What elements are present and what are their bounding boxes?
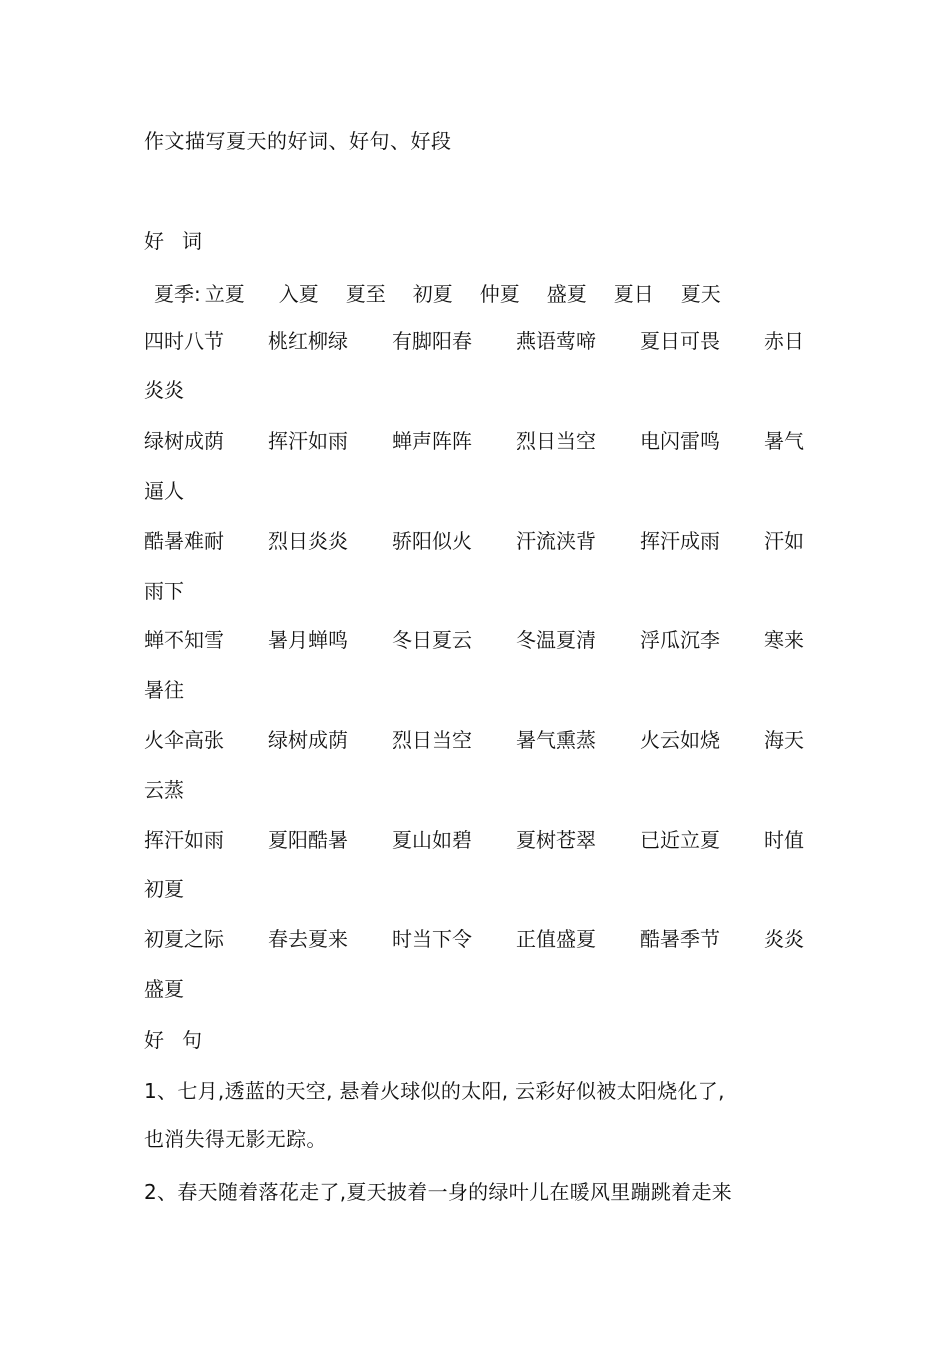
season-word: 夏至	[345, 282, 386, 306]
idiom: 夏日可畏	[640, 329, 720, 353]
idiom: 春去夏来	[268, 927, 348, 951]
idiom: 冬日夏云	[392, 628, 472, 652]
heading-char: 好	[144, 229, 164, 253]
season-word: 立夏	[204, 282, 245, 306]
idiom-continuation: 暑往	[144, 678, 184, 702]
idiom: 绿树成荫	[144, 429, 224, 453]
sentence-1-line-2: 也消失得无影无踪。	[144, 1127, 327, 1151]
idiom: 浮瓜沉李	[640, 628, 720, 652]
idiom: 海天	[764, 728, 804, 752]
idiom: 火伞高张	[144, 728, 224, 752]
idiom: 挥汗如雨	[268, 429, 348, 453]
idiom: 火云如烧	[640, 728, 720, 752]
season-words-line	[154, 282, 748, 306]
season-word: 夏日	[613, 282, 654, 306]
idiom: 寒来	[764, 628, 804, 652]
idiom-row	[144, 927, 804, 951]
idiom: 已近立夏	[640, 828, 720, 852]
idiom-row	[144, 728, 804, 752]
idiom: 暑气熏蒸	[516, 728, 596, 752]
idiom-row	[144, 429, 804, 453]
idiom-row	[144, 828, 804, 852]
sentence-2-line-1: 2、春天随着落花走了,夏天披着一身的绿叶儿在暖风里蹦跳着走来	[144, 1180, 733, 1204]
idiom: 夏山如碧	[392, 828, 472, 852]
season-word: 入夏	[278, 282, 319, 306]
idiom: 蝉不知雪	[144, 628, 224, 652]
idiom-row	[144, 329, 804, 353]
idiom: 汗流浃背	[516, 529, 596, 553]
idiom: 酷暑季节	[640, 927, 720, 951]
good-sentences-heading	[144, 1028, 202, 1052]
heading-char: 词	[182, 229, 202, 253]
season-label: 夏季:	[154, 282, 201, 306]
heading-char: 句	[182, 1028, 202, 1052]
season-word: 夏天	[680, 282, 721, 306]
season-word: 仲夏	[479, 282, 520, 306]
idiom: 正值盛夏	[516, 927, 596, 951]
idiom: 燕语莺啼	[516, 329, 596, 353]
idiom: 烈日炎炎	[268, 529, 348, 553]
idiom: 电闪雷鸣	[640, 429, 720, 453]
idiom: 时值	[764, 828, 804, 852]
idiom: 暑月蝉鸣	[268, 628, 348, 652]
idiom: 骄阳似火	[392, 529, 472, 553]
idiom: 汗如	[764, 529, 804, 553]
idiom-continuation: 盛夏	[144, 977, 184, 1001]
idiom: 挥汗如雨	[144, 828, 224, 852]
idiom-continuation: 初夏	[144, 877, 184, 901]
idiom-row	[144, 628, 804, 652]
document-title: 作文描写夏天的好词、好句、好段	[144, 129, 452, 153]
season-word: 盛夏	[546, 282, 587, 306]
season-word: 初夏	[412, 282, 453, 306]
idiom: 有脚阳春	[392, 329, 472, 353]
idiom: 暑气	[764, 429, 804, 453]
idiom-continuation: 炎炎	[144, 378, 184, 402]
idiom: 赤日	[764, 329, 804, 353]
heading-char: 好	[144, 1028, 164, 1052]
idiom: 挥汗成雨	[640, 529, 720, 553]
idiom: 四时八节	[144, 329, 224, 353]
idiom: 夏阳酷暑	[268, 828, 348, 852]
idiom-continuation: 雨下	[144, 579, 184, 603]
idiom-continuation: 逼人	[144, 479, 184, 503]
idiom: 时当下令	[392, 927, 472, 951]
idiom: 炎炎	[764, 927, 804, 951]
idiom-row	[144, 529, 804, 553]
good-words-heading	[144, 229, 202, 253]
idiom: 夏树苍翠	[516, 828, 596, 852]
idiom: 蝉声阵阵	[392, 429, 472, 453]
idiom-continuation: 云蒸	[144, 778, 184, 802]
idiom: 桃红柳绿	[268, 329, 348, 353]
idiom: 烈日当空	[392, 728, 472, 752]
idiom: 烈日当空	[516, 429, 596, 453]
idiom: 冬温夏清	[516, 628, 596, 652]
idiom: 酷暑难耐	[144, 529, 224, 553]
idiom: 绿树成荫	[268, 728, 348, 752]
idiom: 初夏之际	[144, 927, 224, 951]
sentence-1-line-1: 1、七月,透蓝的天空, 悬着火球似的太阳, 云彩好似被太阳烧化了,	[144, 1079, 725, 1103]
